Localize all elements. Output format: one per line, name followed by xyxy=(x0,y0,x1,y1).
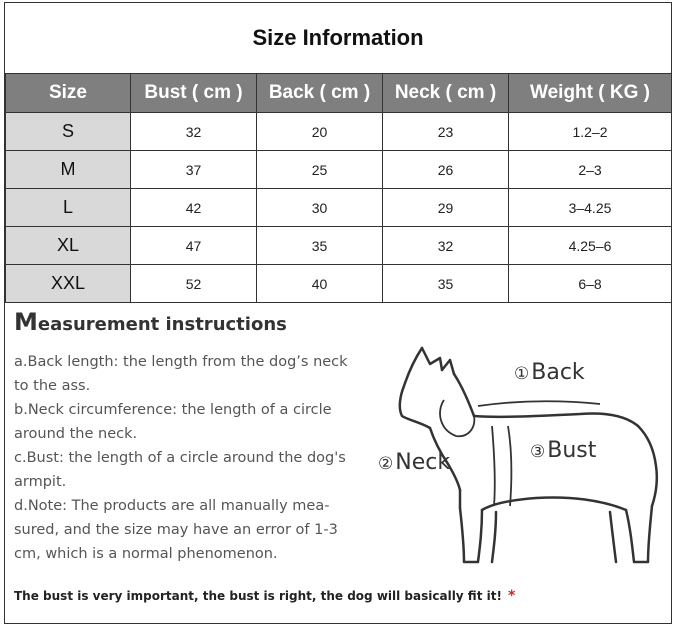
weight-cell: 1.2–2 xyxy=(509,113,672,151)
table-row xyxy=(6,227,672,265)
instruction-line: sured, and the size may have an error of 1-3 xyxy=(14,522,338,538)
page-title: Size Information xyxy=(5,3,671,74)
size-cell: S xyxy=(6,113,131,151)
back-number-icon: ① xyxy=(514,364,530,384)
size-cell: M xyxy=(6,151,131,189)
bust-cell: 52 xyxy=(131,265,257,303)
table-row xyxy=(6,189,672,227)
bust-label-text: Bust xyxy=(547,438,597,463)
instruction-line: around the neck. xyxy=(14,426,138,442)
instruction-line: to the ass. xyxy=(14,378,91,394)
back-cell: 40 xyxy=(257,265,383,303)
instructions-heading xyxy=(14,308,374,336)
column-header-weight: Weight ( KG ) xyxy=(509,74,672,113)
instruction-line: armpit. xyxy=(14,474,67,490)
neck-cell: 23 xyxy=(383,113,509,151)
neck-label-text: Neck xyxy=(395,450,451,475)
neck-cell: 29 xyxy=(383,189,509,227)
size-cell: XXL xyxy=(6,265,131,303)
instruction-line: c.Bust: the length of a circle around the dog's xyxy=(14,450,346,466)
column-header-size: Size xyxy=(6,74,131,113)
weight-cell: 4.25–6 xyxy=(509,227,672,265)
back-label-text: Back xyxy=(531,360,585,385)
heading-initial: M xyxy=(14,308,38,336)
back-cell: 30 xyxy=(257,189,383,227)
measurement-instructions xyxy=(14,308,374,566)
neck-cell: 32 xyxy=(383,227,509,265)
heading-rest: easurement instructions xyxy=(37,314,287,335)
column-header-neck: Neck ( cm ) xyxy=(383,74,509,113)
size-cell: XL xyxy=(6,227,131,265)
back-measure-label xyxy=(514,360,585,385)
bust-cell: 32 xyxy=(131,113,257,151)
weight-cell: 3–4.25 xyxy=(509,189,672,227)
bust-cell: 37 xyxy=(131,151,257,189)
neck-measure-label xyxy=(378,450,450,475)
table-row xyxy=(6,151,672,189)
bust-cell: 42 xyxy=(131,189,257,227)
instruction-line: cm, which is a normal phenomenon. xyxy=(14,546,278,562)
back-cell: 25 xyxy=(257,151,383,189)
instruction-line: a.Back length: the length from the dog’s neck xyxy=(14,354,348,370)
table-header-row xyxy=(6,74,672,113)
table-row xyxy=(6,113,672,151)
bust-measure-label xyxy=(530,438,596,463)
weight-cell: 6–8 xyxy=(509,265,672,303)
size-table xyxy=(5,73,672,303)
bust-cell: 47 xyxy=(131,227,257,265)
instruction-line: d.Note: The products are all manually mea- xyxy=(14,498,330,514)
size-cell: L xyxy=(6,189,131,227)
instruction-line: b.Neck circumference: the length of a circle xyxy=(14,402,332,418)
back-cell: 20 xyxy=(257,113,383,151)
column-header-back: Back ( cm ) xyxy=(257,74,383,113)
table-row xyxy=(6,265,672,303)
star-icon: * xyxy=(507,588,516,604)
column-header-bust: Bust ( cm ) xyxy=(131,74,257,113)
neck-cell: 26 xyxy=(383,151,509,189)
bust-number-icon: ③ xyxy=(530,442,546,462)
back-cell: 35 xyxy=(257,227,383,265)
weight-cell: 2–3 xyxy=(509,151,672,189)
neck-number-icon: ② xyxy=(378,454,394,474)
neck-cell: 35 xyxy=(383,265,509,303)
dog-measurement-figure xyxy=(370,330,670,590)
fit-footnote xyxy=(14,588,515,604)
footnote-text: The bust is very important, the bust is right, the dog will basically fit it! xyxy=(14,589,502,603)
